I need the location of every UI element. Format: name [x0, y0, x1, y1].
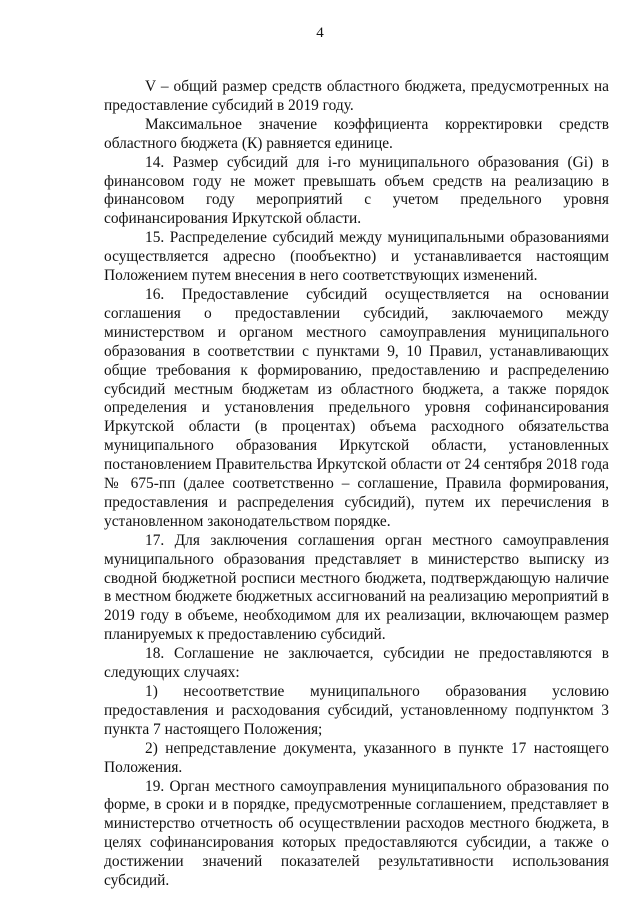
paragraph-15: 15. Распределение субсидий между муниципальными образованиями осуществляется адресно (пообъектно) и устанавливается настоящим Положением путем внесения в него соответствующих изменений. [104, 229, 609, 285]
page-number: 4 [316, 25, 324, 41]
paragraph-18: 18. Соглашение не заключается, субсидии не предоставляются в следующих случаях: [104, 645, 609, 682]
paragraph-18-item-2: 2) непредставление документа, указанного в пункте 17 настоящего Положения. [104, 739, 609, 776]
paragraph-18-item-1: 1) несоответствие муниципального образования условию предоставления и расходования субсидий, установленному подпунктом 3 пункта 7 настоящего Положения; [104, 683, 609, 738]
paragraph-14: 14. Размер субсидий для i-го муниципального образования (Gi) в финансовом году не может превышать объем средств на реализацию в финансовом году мероприятий с учетом предельного уровня софинансирования Иркутской области. [104, 153, 609, 228]
paragraph-v-definition: V – общий размер средств областного бюджета, предусмотренных на предоставление субсидий в 2019 году. [104, 78, 609, 114]
paragraph-19: 19. Орган местного самоуправления муниципального образования по форме, в сроки и в порядке, предусмотренные соглашением, представляет в министерство отчетность об осуществлении расходов местного бюджета, в целях софинансирования которых предоставляются субсидии, а также о достижении значений показателей результативности использования субсидий. [104, 777, 609, 890]
paragraph-16: 16. Предоставление субсидий осуществляется на основании соглашения о предоставлении субсидий, заключаемого между министерством и органом местного самоуправления муниципального образования в соответствии с пунктами 9, 10 Правил, устанавливающих общие требования к формированию, предоставлению и распределению субсидий местным бюджетам из областного бюджета, а также порядок определения и установления предельного уровня софинансирования Иркутской области (в процентах) объема расходного обязательства муниципального образования Иркутской области, установленных постановлением Правительства Иркутской области от 24 сентября 2018 года № 675-пп (далее соответственно – соглашение, Правила формирования, предоставления и распределения субсидий), путем их перечисления в установленном законодательством порядке. [104, 285, 609, 530]
document-body [104, 78, 609, 891]
paragraph-17: 17. Для заключения соглашения орган местного самоуправления муниципального образования представляет в министерство выписку из сводной бюджетной росписи местного бюджета, подтверждающую наличие в местном бюджете бюджетных ассигнований на реализацию мероприятий в 2019 году в объеме, необходимом для их реализации, включающем размер планируемых к предоставлению субсидий. [104, 531, 609, 644]
paragraph-max-coefficient: Максимальное значение коэффициента корректировки средств областного бюджета (К) равняется единице. [104, 115, 609, 152]
